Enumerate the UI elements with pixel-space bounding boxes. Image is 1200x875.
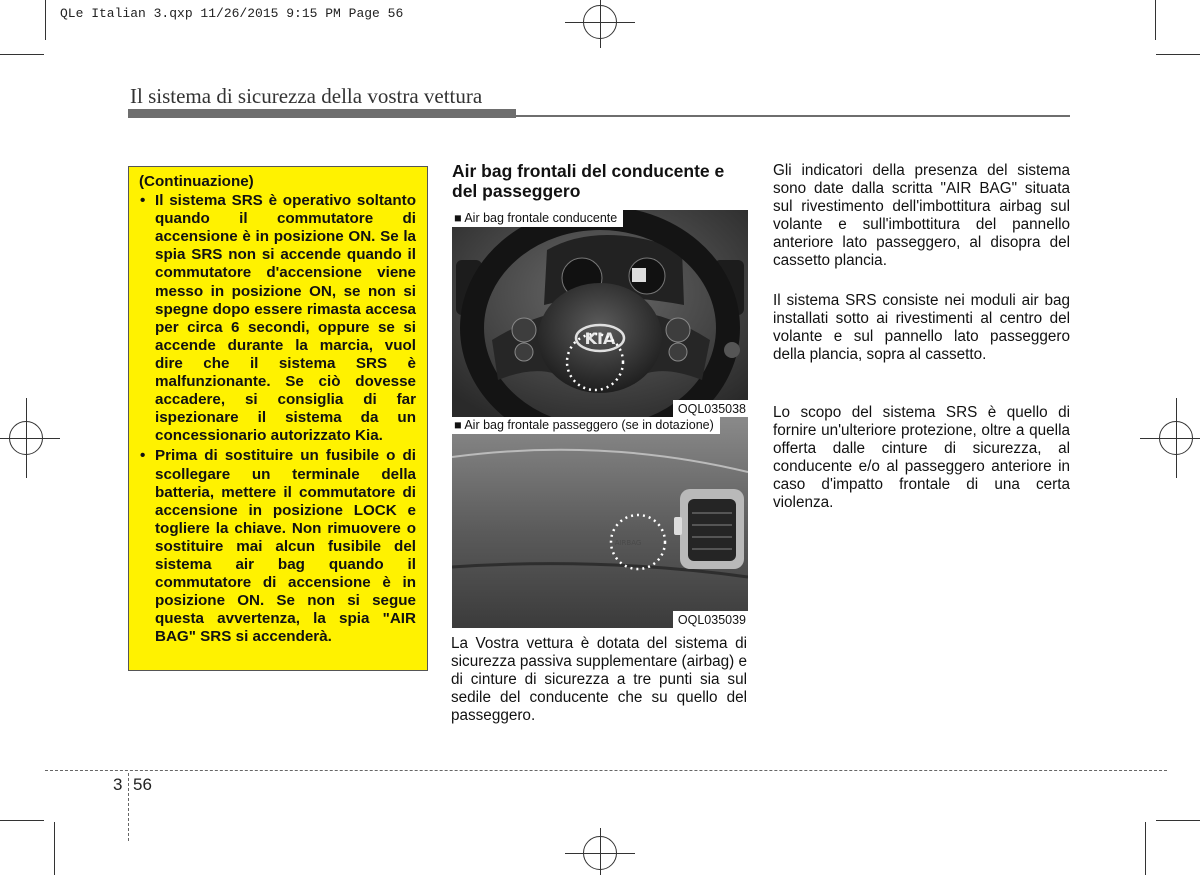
registration-mark-icon [26, 398, 27, 478]
figure-code: OQL035038 [673, 400, 748, 417]
figure-caption: ■ Air bag frontale passeggero (se in dotazione) [452, 417, 720, 434]
warning-bullet: • Prima di sostituire un fusibile o di scollegare un terminale della batteria, mettere il commutatore di accensione in posizione LOCK e togliere la chiave. Non rimuovere o sostituire mai alcun fusibile del sistema air bag quando il commutatore di accensione è in posizione ON. Se non si segue questa avvertenza, la spia "AIR BAG" SRS si accenderà. [139, 447, 416, 646]
footer-rule [45, 770, 1167, 771]
header-rule [128, 109, 516, 118]
header-rule [516, 115, 1070, 117]
crop-mark [1155, 0, 1156, 40]
registration-mark-icon [600, 0, 601, 48]
crop-mark [1156, 820, 1200, 821]
steering-wheel-illustration [452, 210, 748, 417]
crop-mark [1156, 54, 1200, 55]
figure-code: OQL035039 [673, 611, 748, 628]
warning-list [139, 192, 416, 646]
crop-mark [0, 820, 44, 821]
chapter-number: 3 [113, 775, 123, 794]
crop-mark [54, 822, 55, 875]
body-paragraph: Il sistema SRS consiste nei moduli air bag installati sotto ai rivestimenti al centro del volante e sul pannello lato passeggero della plancia, sopra al cassetto. [773, 292, 1070, 364]
registration-mark-icon [1140, 438, 1200, 439]
warning-box [128, 166, 428, 671]
intro-paragraph: La Vostra vettura è dotata del sistema di sicurezza passiva supplementare (airbag) e di cinture di sicurezza a tre punti sia sul sedile del conducente che su quello del passeggero. [451, 635, 747, 725]
registration-mark-icon [600, 828, 601, 875]
body-paragraph: Gli indicatori della presenza del sistema sono date dalla scritta "AIR BAG" situata sul rivestimento dell'imbottitura airbag sul volante e sull'imbottitura del pannello anteriore lato passeggero, al disopra del cassetto plancia. [773, 162, 1070, 270]
warning-bullet: • Il sistema SRS è operativo soltanto quando il commutatore di accensione è in posizione ON. Se la spia SRS non si accende quando il commutatore d'accensione viene messo in posizione ON, se non si spegne dopo essere rimasta accesa per circa 6 secondi, oppure se si accende durante la marcia, vuol dire che il sistema SRS è malfunzionante. Se ciò dovesse accadere, si consiglia di far ispezionare il sistema da un concessionario autorizzato Kia. [139, 192, 416, 445]
print-slug: QLe Italian 3.qxp 11/26/2015 9:15 PM Page 56 [60, 6, 404, 21]
crop-mark [0, 54, 44, 55]
section-title: Air bag frontali del conducente e del passeggero [452, 161, 725, 201]
crop-mark [1145, 822, 1146, 875]
kia-logo: KIA [584, 329, 616, 348]
dashboard-illustration [452, 417, 748, 628]
airbag-label: AIRBAG [614, 539, 642, 547]
page-header-title: Il sistema di sicurezza della vostra vettura [130, 84, 483, 108]
body-paragraph: Lo scopo del sistema SRS è quello di fornire un'ulteriore protezione, oltre a quella offerta dalle cinture di sicurezza, al conducente e/o al passeggero anteriore in caso d'impatto frontale di una certa violenza. [773, 404, 1070, 512]
warning-continuation: (Continuazione) [139, 173, 254, 190]
registration-mark-icon [0, 438, 60, 439]
figure-passenger-airbag [452, 417, 748, 628]
registration-mark-icon [1176, 398, 1177, 478]
page-number: 56 [133, 775, 152, 794]
figure-caption: ■ Air bag frontale conducente [452, 210, 623, 227]
figure-driver-airbag [452, 210, 748, 417]
footer-rule [128, 773, 129, 841]
crop-mark [45, 0, 46, 40]
